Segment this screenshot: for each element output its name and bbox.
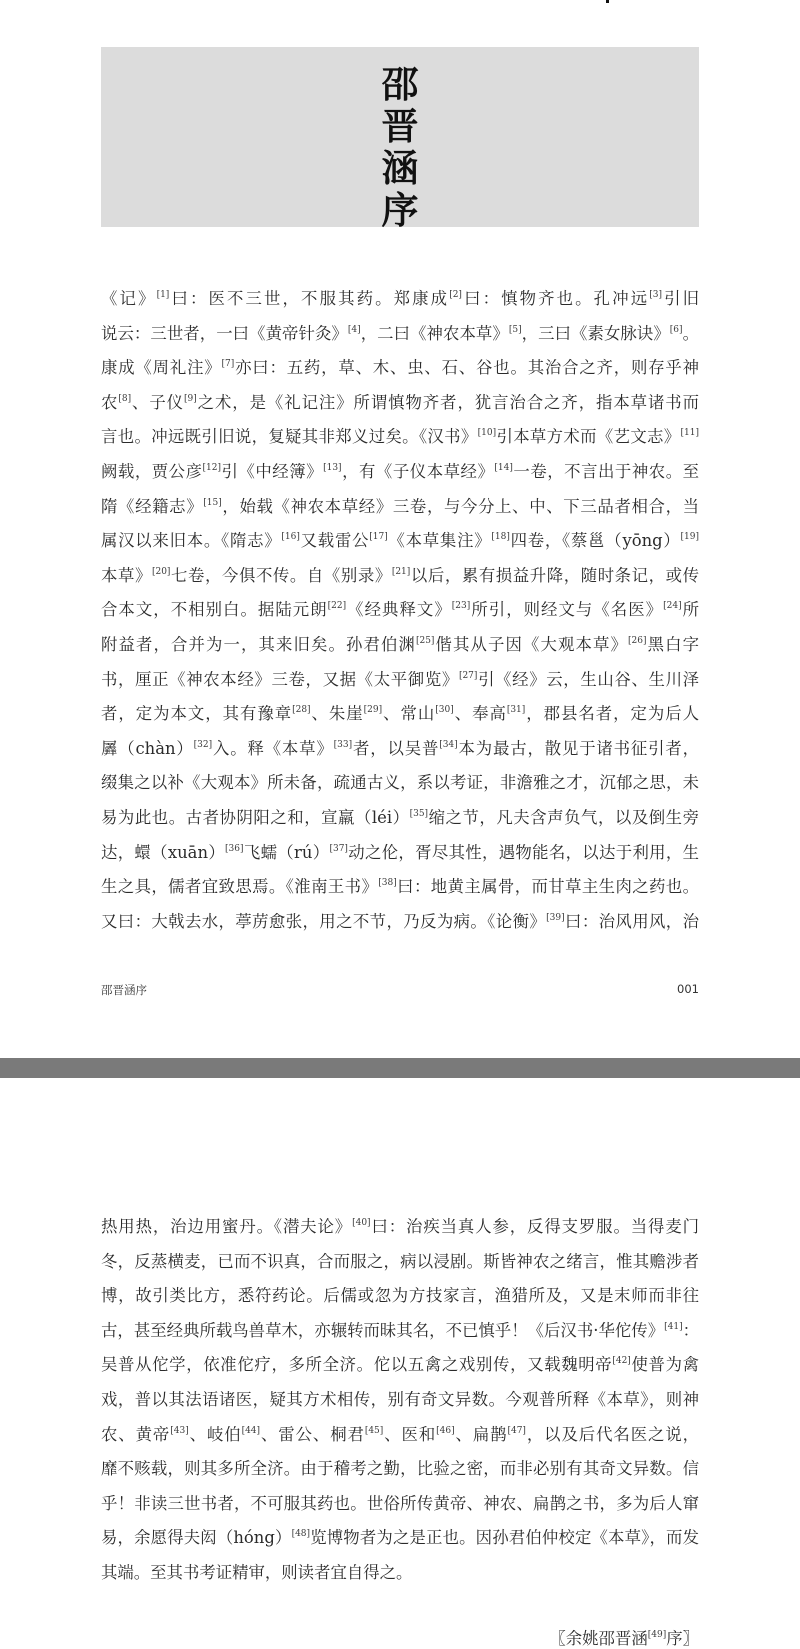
text-line bbox=[101, 351, 699, 386]
text-line bbox=[101, 593, 699, 628]
text-run: 引旧 bbox=[661, 289, 700, 308]
footnote-ref: [10] bbox=[477, 428, 497, 439]
text-run: 本草》 bbox=[101, 565, 152, 585]
text-run: 生之具，儒者宜致思焉。《淮南王书》 bbox=[101, 877, 379, 897]
footnote-ref: [38] bbox=[378, 878, 397, 889]
text-run: 《记》 bbox=[101, 289, 157, 308]
footnote-ref: [13] bbox=[323, 462, 342, 473]
text-run: 之术，是《礼记注》所谓慎物齐者，犹言治合之齐，指本草诸书而 bbox=[196, 392, 700, 412]
text-run: 附益者，合并为一，其来旧矣。孙君伯渊 bbox=[101, 634, 416, 654]
footnote-ref: [16] bbox=[281, 532, 300, 543]
text-line bbox=[101, 1487, 699, 1522]
footnote-ref: [18] bbox=[491, 532, 510, 543]
text-run: 热用热，治边用蜜丹。《潜夫论》 bbox=[101, 1217, 353, 1236]
footnote-ref: [23] bbox=[451, 601, 471, 612]
text-line bbox=[101, 490, 699, 525]
text-run: 黑白字 bbox=[646, 634, 700, 654]
text-run: ： bbox=[682, 1320, 700, 1340]
footnote-ref: [8] bbox=[118, 393, 132, 404]
text-run: 农、黄帝 bbox=[101, 1424, 171, 1444]
text-run: 戏，普以其法语诸医，疑其方术相传，别有奇文异数。今观普所释《本草》，则神 bbox=[101, 1389, 699, 1409]
footnote-ref: [26] bbox=[628, 635, 647, 646]
text-run: ，郡县名者，定为后人 bbox=[525, 704, 700, 724]
text-run: 又曰：大戟去水，葶苈愈张，用之不节，乃反为病。《论衡》 bbox=[101, 911, 547, 931]
text-line bbox=[101, 870, 699, 905]
footnote-ref: [37] bbox=[329, 843, 348, 854]
text-run: 农 bbox=[101, 392, 119, 412]
text-run: 靡不赅载，则其多所全济。由于稽考之勤，比验之密，而非必别有其奇文异数。信 bbox=[101, 1459, 699, 1479]
text-line bbox=[101, 732, 699, 767]
text-run: 本为最古，散见于诸书征引者， bbox=[457, 738, 700, 758]
text-run: ，三曰《素女脉诀》 bbox=[521, 323, 670, 343]
text-run: 羼（chàn） bbox=[101, 738, 194, 758]
text-run: 博，故引类比方，悉符药论。后儒或忽为方技家言，渔猎所及，又是末师而非往 bbox=[101, 1286, 699, 1306]
page-number: 001 bbox=[677, 982, 699, 996]
author-signature bbox=[549, 1625, 699, 1649]
text-run: 说云：三世者，一曰《黄帝针灸》 bbox=[101, 323, 348, 343]
text-run: 、岐伯 bbox=[188, 1424, 242, 1444]
text-run: 乎！非读三世书者，不可服其药也。世俗所传黄帝、神农、扁鹊之书，多为后人窜 bbox=[101, 1493, 699, 1513]
text-run: 引《经》云，生山谷、生川泽 bbox=[477, 669, 700, 689]
footnote-ref: [19] bbox=[680, 532, 700, 543]
text-line bbox=[101, 1452, 699, 1487]
footnote-ref: [40] bbox=[352, 1218, 371, 1228]
text-run: 曰：治风用风，治 bbox=[564, 911, 699, 931]
text-run: ，二曰《神农本草》 bbox=[360, 323, 509, 343]
text-line bbox=[101, 766, 699, 801]
text-run: 〖余姚邵晋涵 bbox=[549, 1629, 648, 1648]
text-line bbox=[101, 836, 699, 871]
text-line bbox=[101, 1210, 699, 1245]
text-run: 序〗 bbox=[666, 1629, 699, 1648]
text-run: 吴普从佗学，依准佗疗，多所全济。佗以五禽之戏别传，又载魏明帝 bbox=[101, 1355, 613, 1375]
text-run: 者，以吴普 bbox=[352, 738, 440, 758]
text-run: 《本草集注》 bbox=[387, 531, 492, 551]
footnote-ref: [4] bbox=[347, 324, 361, 335]
text-run: 曰：医不三世，不服其药。郑康成 bbox=[169, 289, 450, 308]
text-line bbox=[101, 282, 699, 317]
page-separator bbox=[0, 1058, 800, 1078]
footnote-ref: [29] bbox=[363, 705, 383, 716]
text-line bbox=[101, 1418, 699, 1453]
text-line bbox=[101, 628, 699, 663]
footnote-ref: [32] bbox=[193, 739, 213, 750]
text-line bbox=[101, 317, 699, 352]
text-run: 阙载，贾公彦 bbox=[101, 461, 203, 481]
text-run: 易为此也。古者协阴阳之和，宣羸（léi） bbox=[101, 807, 410, 827]
footnote-ref: [28] bbox=[292, 705, 311, 716]
footnote-ref: [2] bbox=[449, 290, 462, 300]
footnote-ref: [31] bbox=[506, 705, 526, 716]
text-line bbox=[101, 559, 699, 594]
footnote-ref: [7] bbox=[221, 359, 235, 370]
text-line bbox=[101, 1279, 699, 1314]
text-run: 曰：治疾当真人参，反得支罗服。当得麦门 bbox=[370, 1217, 699, 1236]
text-run: 达，蠉（xuān） bbox=[101, 842, 226, 862]
text-run: 其端。至其书考证精审，则读者宜自得之。 bbox=[101, 1562, 413, 1582]
text-run: 、常山 bbox=[382, 704, 436, 724]
text-line bbox=[101, 801, 699, 836]
footnote-ref: [44] bbox=[241, 1425, 261, 1436]
text-run: 、雷公、桐君 bbox=[260, 1424, 365, 1444]
footnote-ref: [21] bbox=[391, 566, 411, 577]
corner-mark bbox=[606, 0, 609, 3]
text-run: 言也。冲远既引旧说，复疑其非郑义过矣。《汉书》 bbox=[101, 427, 478, 447]
text-run: 属汉以来旧本。《隋志》 bbox=[101, 531, 282, 551]
text-run: 、医和 bbox=[383, 1424, 437, 1444]
text-run: 四卷，《蔡邕（yōng） bbox=[509, 531, 681, 551]
title-banner bbox=[101, 47, 699, 232]
preface-text-page-one bbox=[101, 282, 699, 939]
footnote-ref: [12] bbox=[202, 462, 222, 473]
text-run: 书，厘正《神农本经》三卷，又据《太平御览》 bbox=[101, 669, 459, 689]
text-run: 引本草方术而《艺文志》 bbox=[496, 427, 681, 447]
text-run: 所引，则经文与《名医》 bbox=[470, 600, 664, 620]
footnote-ref: [48] bbox=[291, 1529, 311, 1540]
text-run: 缀集之以补《大观本》所未备，疏通古义，系以考证，非澹雅之才，沉郁之思，未 bbox=[101, 773, 699, 793]
text-run: 使普为禽 bbox=[630, 1355, 700, 1375]
footnote-ref: [49] bbox=[647, 1630, 667, 1640]
text-run: 入。释《本草》 bbox=[212, 738, 334, 758]
text-line bbox=[101, 663, 699, 698]
footnote-ref: [41] bbox=[664, 1321, 683, 1332]
text-run: 康成《周礼注》 bbox=[101, 358, 222, 378]
text-run: 览博物者为之是正也。因孙君伯仲校定《本草》，而发 bbox=[310, 1528, 699, 1548]
footnote-ref: [30] bbox=[435, 705, 454, 716]
text-run: 缩之节，凡夫含声负气，以及倒生旁 bbox=[428, 807, 700, 827]
text-run: 冬，反蒸横麦，已而不识真，合而服之，病以浸剧。斯皆神农之绪言，惟其赡涉者 bbox=[101, 1251, 699, 1271]
footnote-ref: [25] bbox=[415, 635, 435, 646]
text-line bbox=[101, 1383, 699, 1418]
text-line bbox=[101, 1521, 699, 1556]
text-run: 又载雷公 bbox=[299, 531, 370, 551]
footnote-ref: [9] bbox=[183, 393, 197, 404]
text-run: 以后，累有损益升降，随时条记，或传 bbox=[410, 565, 700, 585]
footnote-ref: [34] bbox=[439, 739, 458, 750]
text-line bbox=[101, 386, 699, 421]
footnote-ref: [47] bbox=[507, 1425, 526, 1436]
text-run: 古，甚至经典所载鸟兽草木，亦辗转而昧其名，不已慎乎！《后汉书·华佗传》 bbox=[101, 1320, 665, 1340]
footnote-ref: [3] bbox=[649, 290, 662, 300]
text-run: 易，余愿得夫闳（hóng） bbox=[101, 1528, 292, 1548]
footnote-ref: [27] bbox=[458, 670, 478, 681]
text-line bbox=[101, 1245, 699, 1280]
text-run: 《经典释文》 bbox=[346, 600, 452, 620]
preface-text-page-two bbox=[101, 1210, 699, 1591]
text-run: 一卷，不言出于神农。至 bbox=[512, 461, 700, 481]
text-run: ，有《子仪本草经》 bbox=[341, 461, 495, 481]
footnote-ref: [22] bbox=[327, 601, 347, 612]
text-run: 亦曰：五药，草、木、虫、石、谷也。其治合之齐，则存乎神 bbox=[234, 358, 700, 378]
footnote-ref: [14] bbox=[494, 462, 513, 473]
text-run: 引《中经簿》 bbox=[221, 461, 324, 481]
text-run: 飞蠕（rú） bbox=[243, 842, 330, 862]
text-run: 、扁鹊 bbox=[454, 1424, 508, 1444]
text-line bbox=[101, 1314, 699, 1349]
footnote-ref: [35] bbox=[409, 808, 429, 819]
text-run: 。 bbox=[682, 323, 700, 343]
text-line bbox=[101, 1348, 699, 1383]
footnote-ref: [43] bbox=[170, 1425, 189, 1436]
text-line bbox=[101, 524, 699, 559]
text-run: ，以及后代名医之说， bbox=[525, 1424, 700, 1444]
text-run: 曰：慎物齐也。孔冲远 bbox=[461, 289, 650, 308]
footnote-ref: [6] bbox=[669, 324, 683, 335]
footnote-ref: [15] bbox=[203, 497, 222, 508]
text-run: 动之伦，胥尽其性，遇物能名，以达于利用，生 bbox=[347, 842, 699, 862]
text-run: 、朱崖 bbox=[310, 704, 364, 724]
running-title: 邵晋涵序 bbox=[101, 983, 147, 997]
text-run: 偕其从子因《大观本草》 bbox=[434, 634, 629, 654]
text-line bbox=[101, 697, 699, 732]
page-title: 邵晋涵序 bbox=[381, 62, 419, 232]
footnote-ref: [11] bbox=[680, 428, 699, 439]
text-run: 曰：地黄主属骨，而甘草主生肉之药也。 bbox=[396, 877, 699, 897]
text-run: 所 bbox=[681, 600, 700, 620]
footnote-ref: [17] bbox=[369, 532, 388, 543]
footnote-ref: [20] bbox=[151, 566, 171, 577]
text-run: 合本文，不相别白。据陆元朗 bbox=[101, 600, 328, 620]
text-line bbox=[101, 905, 699, 940]
footnote-ref: [1] bbox=[156, 290, 170, 300]
text-line bbox=[101, 1556, 699, 1591]
footnote-ref: [46] bbox=[436, 1425, 455, 1436]
text-run: 、子仪 bbox=[131, 392, 184, 412]
footnote-ref: [33] bbox=[333, 739, 353, 750]
text-line bbox=[101, 420, 699, 455]
text-run: 、奉高 bbox=[453, 704, 507, 724]
footnote-ref: [42] bbox=[612, 1356, 631, 1367]
footnote-ref: [36] bbox=[225, 843, 244, 854]
text-line bbox=[101, 455, 699, 490]
footnote-ref: [5] bbox=[508, 324, 522, 335]
footnote-ref: [39] bbox=[546, 912, 565, 923]
footnote-ref: [45] bbox=[364, 1425, 384, 1436]
text-run: 七卷，今俱不传。自《别录》 bbox=[170, 565, 392, 585]
footnote-ref: [24] bbox=[663, 601, 682, 612]
text-run: 者，定为本文，其有豫章 bbox=[101, 704, 293, 724]
text-run: 隋《经籍志》 bbox=[101, 496, 204, 516]
text-run: ，始载《神农本草经》三卷，与今分上、中、下三品者相合，当 bbox=[221, 496, 700, 516]
